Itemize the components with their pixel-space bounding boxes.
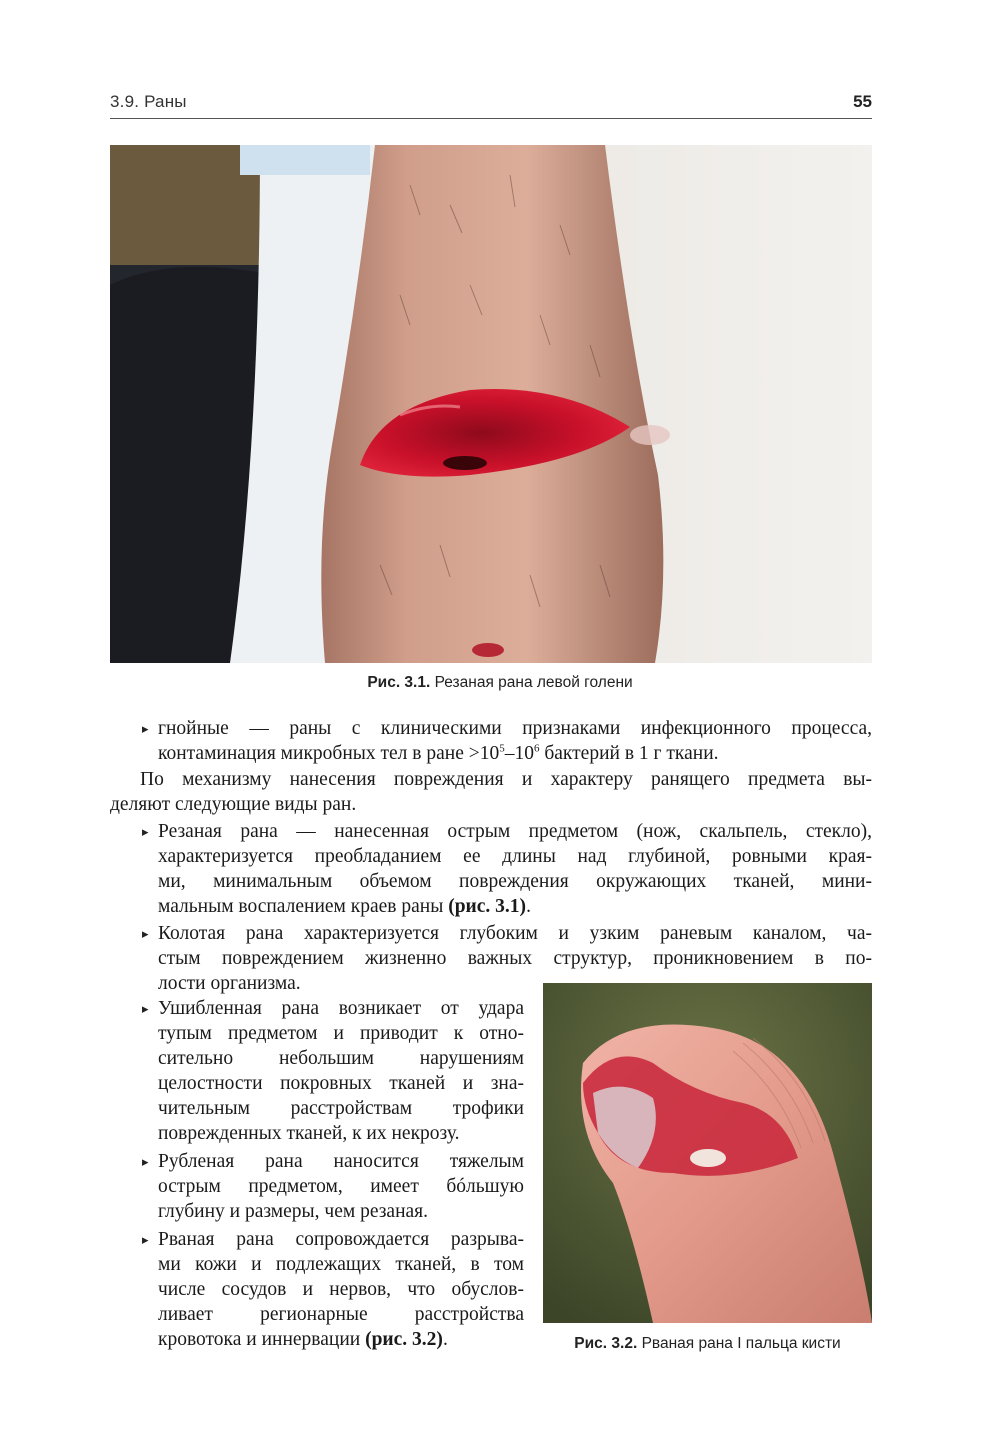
text-line: ливает регионарные расстройства bbox=[158, 1304, 524, 1325]
text-line: По механизму нанесения повреждения и характеру ранящего предмета вы- bbox=[140, 769, 872, 790]
running-header bbox=[110, 92, 872, 119]
bullet-icon: ▸ bbox=[142, 926, 149, 941]
figure-caption-1 bbox=[0, 674, 1000, 692]
figure-caption-text-2: Рваная рана I пальца кисти bbox=[637, 1335, 841, 1352]
bullet-icon: ▸ bbox=[142, 824, 149, 839]
text-line: гнойные — раны с клиническими признаками инфекционного процесса, bbox=[158, 718, 872, 739]
figure-ref-3-2: (рис. 3.2) bbox=[365, 1329, 443, 1350]
text-line: контаминация микробных тел в ране $>10^5-10^6$ бактерий в 1 г ткани. bbox=[158, 742, 719, 764]
bullet-icon: ▸ bbox=[142, 1001, 149, 1016]
text-line: острым предметом, имеет бóльшую bbox=[158, 1176, 524, 1197]
figure-label-1: Рис. 3.1. bbox=[367, 674, 431, 691]
text-line: деляют следующие виды ран. bbox=[110, 794, 357, 815]
figure-ref-3-1: (рис. 3.1) bbox=[448, 896, 527, 917]
text-line: стым повреждением жизненно важных структур, проникновением в по- bbox=[158, 948, 872, 969]
text-line: глубину и размеры, чем резаная. bbox=[158, 1201, 429, 1222]
text-line: ми кожи и подлежащих тканей, в том bbox=[158, 1254, 524, 1275]
text-line: поврежденных тканей, к их некрозу. bbox=[158, 1123, 460, 1144]
text-line: характеризуется преобладанием ее длины над глубиной, ровными края- bbox=[158, 846, 872, 867]
text-line: числе сосудов и нервов, что обуслов- bbox=[158, 1279, 524, 1300]
figure-caption-text-1: Резаная рана левой голени bbox=[430, 674, 633, 691]
text-line: Колотая рана характеризуется глубоким и узким раневым каналом, ча- bbox=[158, 923, 872, 944]
text-line: сительно небольшим нарушениям bbox=[158, 1048, 524, 1069]
bullet-icon: ▸ bbox=[142, 1154, 149, 1169]
figure-thumb-wound-image bbox=[543, 983, 872, 1323]
figure-label-2: Рис. 3.2. bbox=[574, 1335, 638, 1352]
text-line: целостности покровных тканей и зна- bbox=[158, 1073, 524, 1094]
page-number: 55 bbox=[853, 92, 872, 111]
text-line: Рубленая рана наносится тяжелым bbox=[158, 1151, 524, 1172]
text-line: чительным расстройствам трофики bbox=[158, 1098, 524, 1119]
text-line: Ушибленная рана возникает от удара bbox=[158, 998, 524, 1019]
text-line: Резаная рана — нанесенная острым предметом (нож, скальпель, стекло), bbox=[158, 821, 872, 842]
figure-caption-2 bbox=[543, 1335, 872, 1353]
text-line: ми, минимальным объемом повреждения окружающих тканей, мини- bbox=[158, 871, 872, 892]
text-line: лости организма. bbox=[158, 973, 301, 994]
bullet-icon: ▸ bbox=[142, 1232, 149, 1247]
section-title: 3.9. Раны bbox=[110, 92, 187, 111]
bullet-icon: ▸ bbox=[142, 721, 149, 736]
text-line: тупым предметом и приводит к отно- bbox=[158, 1023, 524, 1044]
text-line: мальным воспалением краев раны (рис. 3.1). bbox=[158, 896, 531, 917]
text-line: Рваная рана сопровождается разрыва- bbox=[158, 1229, 524, 1250]
figure-leg-wound-image bbox=[110, 145, 872, 663]
text-line: кровотока и иннервации (рис. 3.2). bbox=[158, 1329, 448, 1350]
